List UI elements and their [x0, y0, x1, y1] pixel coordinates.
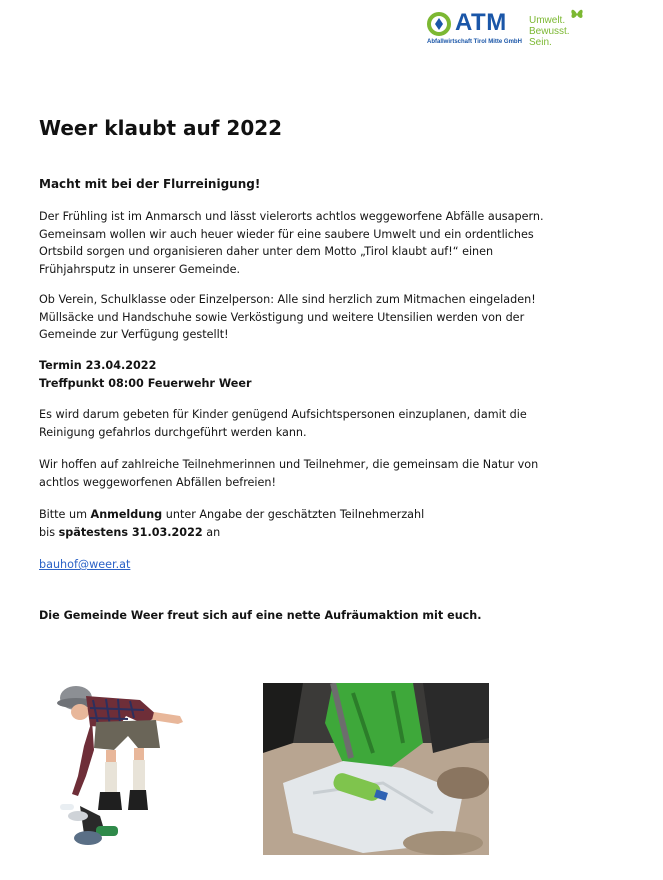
invite-paragraph: Ob Verein, Schulklasse oder Einzelperson: Alle sind herzlich zum Mitmachen eingeladen! Müllsäcke und Handschuhe sowie Verköstigung und weitere Utensilien werden von der Gemeinde zur Verfügung gestellt!: [39, 293, 536, 341]
event-details: [39, 357, 599, 392]
email-line: [39, 556, 599, 574]
bag-collecting-bottle-image: [263, 683, 489, 855]
registration-paragraph: Bitte um Anmeldung unter Angabe der geschätzten Teilnehmerzahl bis spätestens 31.03.2022 an: [39, 508, 425, 539]
intro-paragraph: Der Frühling ist im Anmarsch und lässt vielerorts achtlos weggeworfene Abfälle ausapern. Gemeinsam wollen wir auch heuer wieder für eine saubere Umwelt und ein ordentliches Ortsbild sorgen und organisieren daher unter dem Motto „Tirol klaubt auf!“ einen Frühjahrsputz in unserer Gemeinde.: [39, 210, 544, 276]
page-title: Weer klaubt auf 2022: [39, 116, 283, 140]
logo-tagline-3: Sein.: [529, 37, 552, 48]
logo-subtitle: Abfallwirtschaft Tirol Mitte GmbH: [427, 39, 522, 45]
atm-logo: [425, 6, 595, 50]
logo-tagline-2: Bewusst.: [529, 26, 570, 37]
event-date: Termin 23.04.2022: [39, 359, 157, 372]
supervision-paragraph: Es wird darum gebeten für Kinder genügend Aufsichtspersonen einzuplanen, damit die Reinigung gefahrlos durchgeführt werden kann.: [39, 408, 527, 439]
atm-ring-icon: [427, 12, 451, 36]
subheading: Macht mit bei der Flurreinigung!: [39, 177, 261, 191]
event-meeting-point: Treffpunkt 08:00 Feuerwehr Weer: [39, 376, 252, 390]
logo-name: ATM: [455, 9, 507, 36]
butterfly-icon: [569, 6, 585, 22]
child-collecting-trash-image: [48, 676, 198, 851]
email-link[interactable]: bauhof@weer.at: [39, 558, 131, 571]
hope-paragraph: Wir hoffen auf zahlreiche Teilnehmerinnen und Teilnehmer, die gemeinsam die Natur von achtlos weggeworfenen Abfällen befreien!: [39, 458, 539, 489]
closing-statement: Die Gemeinde Weer freut sich auf eine nette Aufräumaktion mit euch.: [39, 609, 482, 622]
logo-tagline-1: Umwelt.: [529, 15, 566, 26]
